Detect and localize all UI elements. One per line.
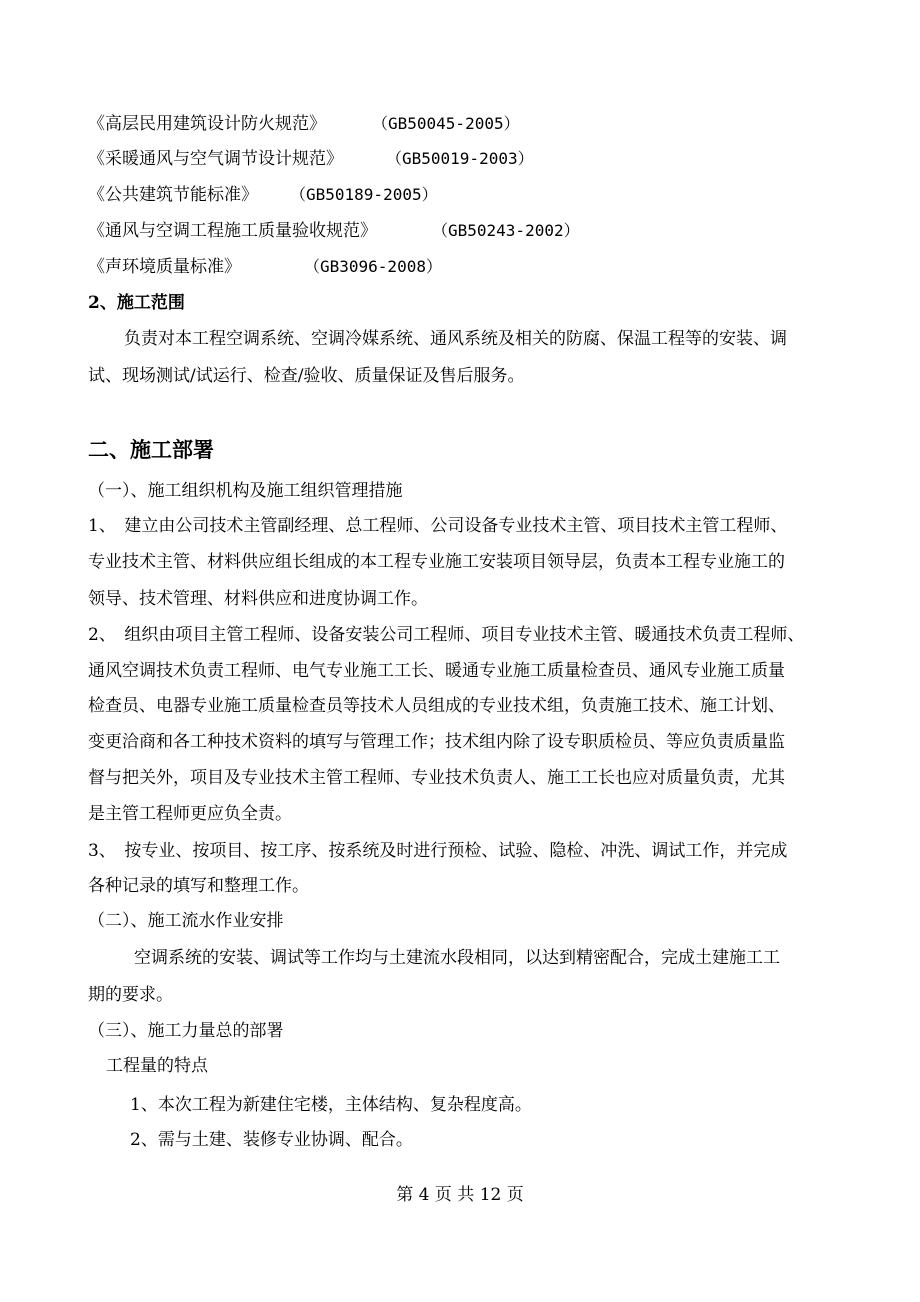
paragraph-line: 工程量的特点 (106, 1056, 208, 1076)
list-item: 1、本次工程为新建住宅楼，主体结构、复杂程度高。 (130, 1095, 532, 1115)
paragraph-line: 领导、技术管理、材料供应和进度协调工作。 (88, 589, 428, 609)
standard-item (88, 147, 534, 171)
standard-item (88, 255, 442, 279)
paragraph-line: 3、 按专业、按项目、按工序、按系统及时进行预检、试验、隐检、冲洗、调试工作，并完成 (88, 841, 788, 861)
paragraph-line: 2、 组织由项目主管工程师、设备安装公司工程师、项目专业技术主管、暖通技术负责工程师、 (88, 625, 805, 645)
page-footer: 第 4 页 共 12 页 (396, 1185, 524, 1205)
paragraph-line: 变更洽商和各工种技术资料的填写与管理工作；技术组内除了设专职质检员、等应负责质量监 (88, 732, 785, 752)
paragraph-line: 1、 建立由公司技术主管副经理、总工程师、公司设备专业技术主管、项目技术主管工程师、 (88, 516, 788, 536)
paragraph-line: 督与把关外，项目及专业技术主管工程师、专业技术负责人、施工工长也应对质量负责，尤其 (88, 768, 785, 788)
standard-item (88, 183, 438, 207)
standard-name: 《声环境质量标准》 (88, 257, 241, 277)
standard-name: 《采暖通风与空气调节设计规范》 (88, 149, 343, 169)
paragraph-line: 是主管工程师更应负全责。 (88, 804, 292, 824)
paragraph-line: 期的要求。 (88, 985, 173, 1005)
standard-name: 《高层民用建筑设计防火规范》 (88, 114, 326, 134)
list-item: 2、需与土建、装修专业协调、配合。 (130, 1130, 413, 1150)
subsection-heading: （二）、施工流水作业安排 (88, 911, 284, 931)
standard-code: （GB50045-2005） (372, 114, 520, 133)
paragraph-line: 各种记录的填写和整理工作。 (88, 876, 309, 896)
standard-code: （GB50243-2002） (432, 221, 580, 240)
paragraph-line: 试、现场测试/试运行、检查/验收、质量保证及售后服务。 (88, 366, 525, 386)
paragraph-line: 负责对本工程空调系统、空调冷媒系统、通风系统及相关的防腐、保温工程等的安装、调 (124, 329, 787, 349)
standard-name: 《公共建筑节能标准》 (88, 185, 258, 205)
paragraph-line: 检查员、电器专业施工质量检查员等技术人员组成的专业技术组，负责施工技术、施工计划、 (88, 696, 785, 716)
standard-item (88, 112, 520, 136)
paragraph-line: 专业技术主管、材料供应组长组成的本工程专业施工安装项目领导层，负责本工程专业施工的 (88, 552, 785, 572)
standard-code: （GB3096-2008） (304, 257, 442, 276)
standard-code: （GB50019-2003） (386, 149, 534, 168)
subsection-heading: （三）、施工力量总的部署 (88, 1021, 284, 1041)
section-heading: 2、施工范围 (88, 293, 185, 313)
standard-name: 《通风与空调工程施工质量验收规范》 (88, 221, 377, 241)
paragraph-line: 空调系统的安装、调试等工作均与土建流水段相同，以达到精密配合，完成土建施工工 (134, 948, 780, 968)
standard-item (88, 219, 580, 243)
subsection-heading: （一）、施工组织机构及施工组织管理措施 (88, 481, 403, 501)
chapter-heading: 二、施工部署 (88, 437, 214, 462)
paragraph-line: 通风空调技术负责工程师、电气专业施工工长、暖通专业施工质量检查员、通风专业施工质量 (88, 661, 785, 681)
standard-code: （GB50189-2005） (290, 185, 438, 204)
